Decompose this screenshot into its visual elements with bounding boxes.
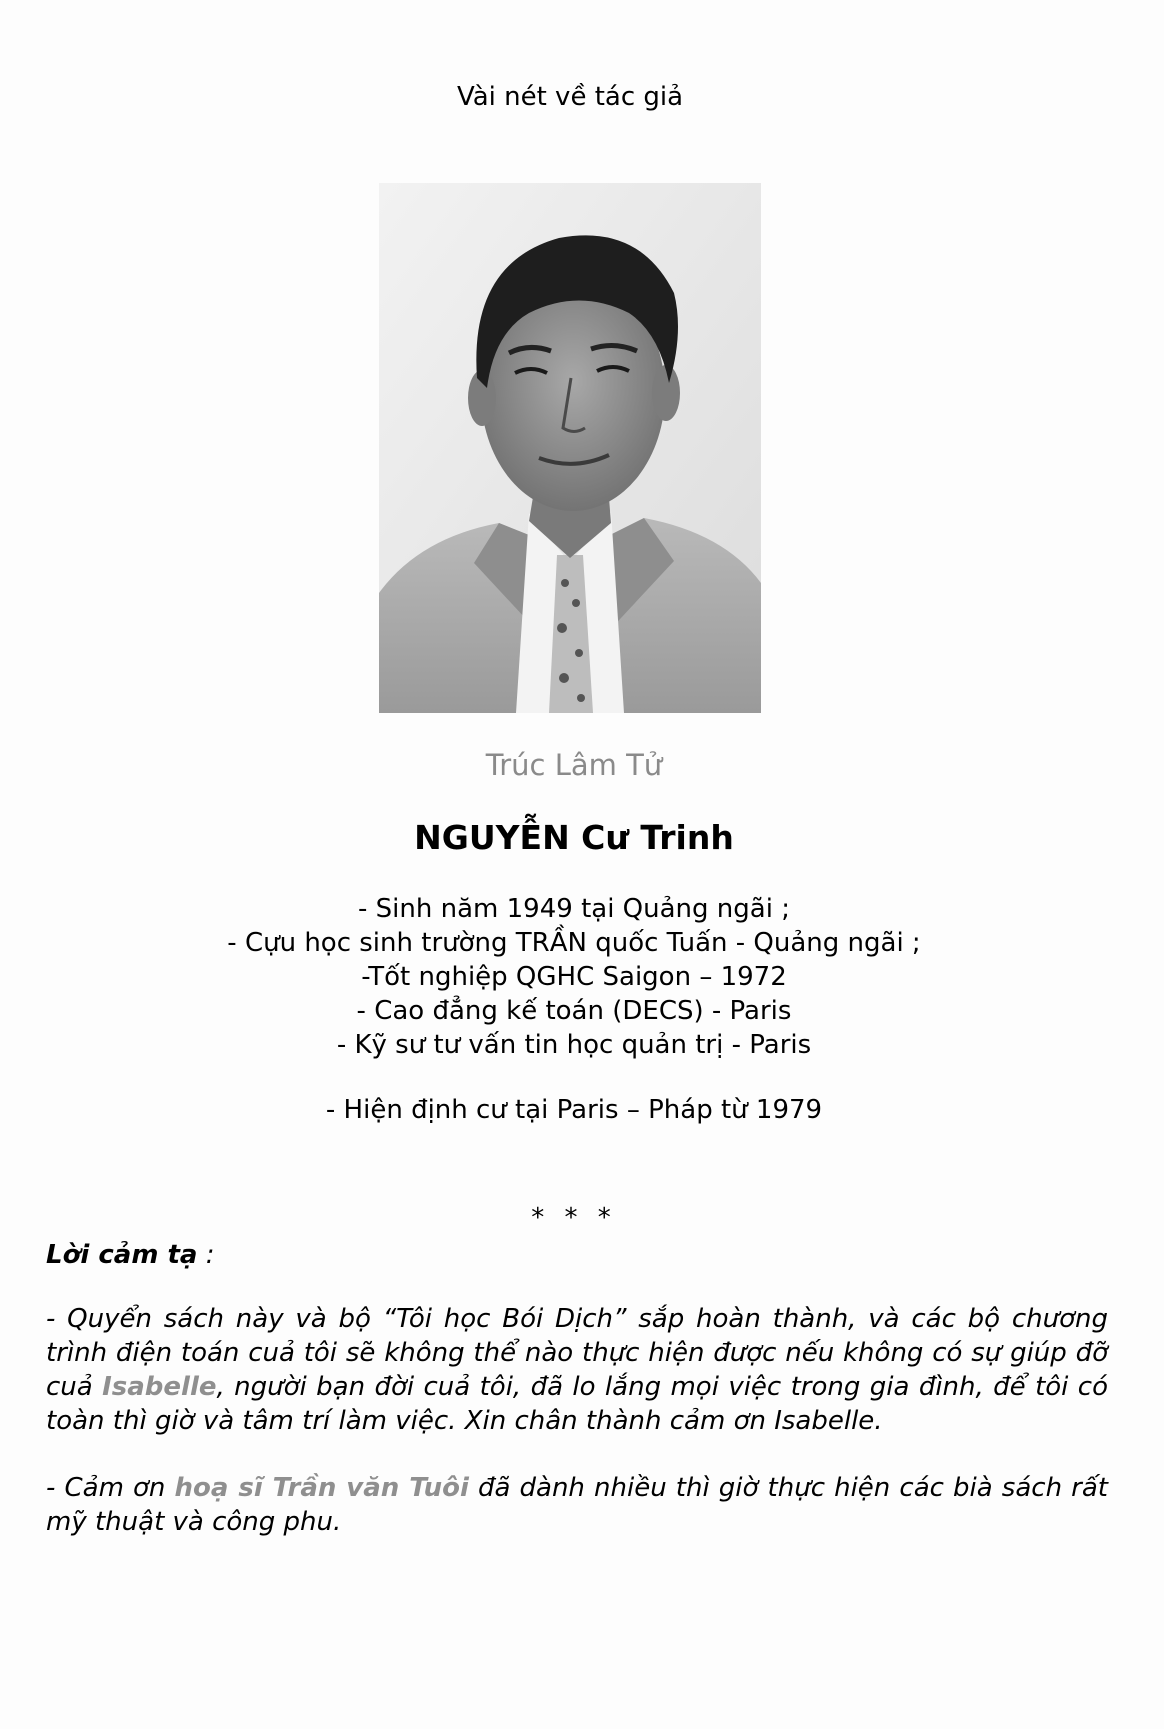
bio-line: - Kỹ sư tư vấn tin học quản trị - Paris	[336, 1030, 812, 1060]
acknowledgement-paragraph-1	[46, 1302, 1108, 1438]
bio-line: - Cựu học sinh trường TRẦN quốc Tuấn - Quảng ngãi ;	[227, 928, 921, 958]
paragraph-text: - Cảm ơn	[46, 1473, 175, 1503]
highlighted-name: hoạ sĩ Trần văn Tuôi	[174, 1473, 469, 1503]
acknowledgement-paragraph-2	[46, 1471, 1108, 1539]
author-bio	[0, 892, 1148, 1062]
bio-line: -Tốt nghiệp QGHC Saigon – 1972	[361, 962, 787, 992]
acknowledgements-title: Lời cảm tạ	[46, 1240, 198, 1270]
acknowledgements-title-suffix: :	[197, 1240, 215, 1270]
paragraph-text: - Quyển sách này và bộ “Tôi học Bói Dịch” sắp hoàn thành, và các bộ chương trình điện toán cuả tôi sẽ không thể nào thực hiện được nếu không có sự giúp đỡ cuả	[46, 1304, 1108, 1402]
paragraph-text: , người bạn đời cuả tôi, đã lo lắng mọi việc trong gia đình, để tôi có toàn thì giờ và tâm trí làm việc. Xin chân thành cảm ơn Isabelle.	[46, 1372, 1108, 1436]
bio-line: - Sinh năm 1949 tại Quảng ngãi ;	[358, 894, 790, 924]
author-portrait	[379, 183, 761, 713]
author-residence: - Hiện định cư tại Paris – Pháp từ 1979	[325, 1095, 823, 1125]
author-name: NGUYỄN Cư Trinh	[414, 818, 734, 857]
highlighted-name: Isabelle	[102, 1372, 217, 1402]
section-separator: * * *	[531, 1203, 617, 1233]
paragraph-text: đã dành nhiều thì giờ thực hiện các bià sách rất mỹ thuật và công phu.	[46, 1473, 1108, 1537]
page-title: Vài nét về tác giả	[456, 82, 684, 112]
portrait-illustration	[379, 183, 761, 713]
bio-line: - Cao đẳng kế toán (DECS) - Paris	[356, 996, 792, 1026]
acknowledgements-heading	[46, 1238, 1108, 1272]
author-pen-name: Trúc Lâm Tử	[485, 748, 663, 782]
